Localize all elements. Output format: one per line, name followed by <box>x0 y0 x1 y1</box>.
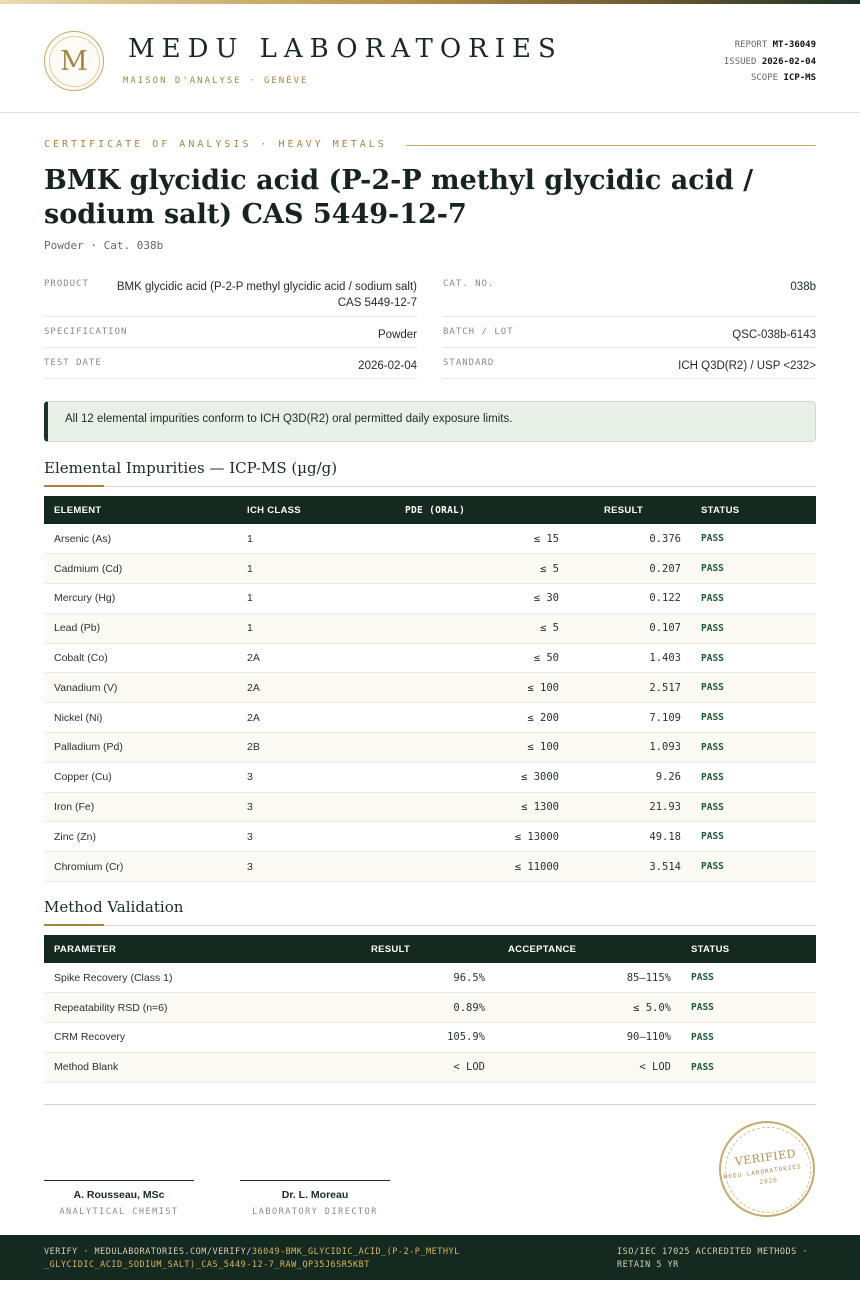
table-row <box>44 963 816 993</box>
column-header: ELEMENT <box>44 496 237 524</box>
detail-value: QSC-038b-6143 <box>732 329 816 341</box>
parameter-name: CRM Recovery <box>44 1023 350 1053</box>
verify-link[interactable] <box>44 1246 464 1271</box>
verified-stamp <box>713 1115 821 1223</box>
ich-class: 1 <box>237 524 370 554</box>
certificate-subtitle: Powder · Cat. 038b <box>44 239 164 252</box>
pde-limit: ≤ 5 <box>370 554 569 584</box>
ich-class: 3 <box>237 822 370 852</box>
status-badge: PASS <box>691 673 816 703</box>
pde-limit: ≤ 3000 <box>370 762 569 792</box>
stamp-subtext: MEDU LABORATORIES · 2026 <box>723 1161 812 1187</box>
detail-specification <box>44 327 417 348</box>
result-value: 49.18 <box>569 822 691 852</box>
table-row <box>44 524 816 554</box>
result-value: 9.26 <box>569 762 691 792</box>
table-row <box>44 1052 816 1082</box>
element-name: Copper (Cu) <box>44 762 237 792</box>
table-row <box>44 762 816 792</box>
signature-director <box>240 1180 390 1217</box>
issued-date: 2026-02-04 <box>761 56 816 67</box>
table-header-row <box>44 496 816 524</box>
element-name: Chromium (Cr) <box>44 852 237 882</box>
parameter-name: Spike Recovery (Class 1) <box>44 963 350 993</box>
result-value: 0.107 <box>569 613 691 643</box>
detail-label: SPECIFICATION <box>44 327 128 337</box>
result-value: 0.207 <box>569 554 691 584</box>
table-row <box>44 993 816 1023</box>
detail-value: 2026-02-04 <box>358 360 417 372</box>
element-name: Lead (Pb) <box>44 613 237 643</box>
report-label: REPORT <box>734 40 768 50</box>
detail-value: ICH Q3D(R2) / USP <232> <box>678 360 816 372</box>
signatory-name: Dr. L. Moreau <box>281 1189 349 1201</box>
ich-class: 1 <box>237 613 370 643</box>
pde-limit: ≤ 30 <box>370 584 569 614</box>
status-badge: PASS <box>691 524 816 554</box>
element-name: Zinc (Zn) <box>44 822 237 852</box>
validation-table <box>44 935 816 1083</box>
element-name: Palladium (Pd) <box>44 733 237 763</box>
element-name: Mercury (Hg) <box>44 584 237 614</box>
result-value: 105.9% <box>350 1023 495 1053</box>
element-name: Arsenic (As) <box>44 524 237 554</box>
pde-limit: ≤ 13000 <box>370 822 569 852</box>
result-value: 0.122 <box>569 584 691 614</box>
impurities-section-title: Elemental Impurities — ICP-MS (µg/g) <box>44 459 338 477</box>
section-accent <box>44 924 104 926</box>
signatory-role: LABORATORY DIRECTOR <box>252 1207 378 1217</box>
verify-code: 36049-BMK_GLYCIDIC_ACID_(P-2-P_METHYL_GLYCIDIC_ACID_SODIUM_SALT)_CAS_5449-12-7_RAW_QP35J6SR5KBT <box>44 1247 460 1270</box>
pde-limit: ≤ 100 <box>370 733 569 763</box>
ich-class: 3 <box>237 762 370 792</box>
detail-product <box>44 279 417 317</box>
table-row <box>44 733 816 763</box>
signature-line <box>240 1180 390 1181</box>
detail-label: TEST DATE <box>44 358 102 368</box>
detail-label: PRODUCT <box>44 279 89 289</box>
verify-prefix: VERIFY · MEDULABORATORIES.COM/VERIFY/ <box>44 1247 252 1257</box>
column-header: PDE (ORAL) <box>370 496 569 524</box>
parameter-name: Method Blank <box>44 1052 350 1082</box>
status-badge: PASS <box>691 554 816 584</box>
element-name: Vanadium (V) <box>44 673 237 703</box>
result-value: 3.514 <box>569 852 691 882</box>
detail-batch <box>443 327 816 348</box>
pde-limit: ≤ 100 <box>370 673 569 703</box>
acceptance-criteria: < LOD <box>495 1052 681 1082</box>
signatory-role: ANALYTICAL CHEMIST <box>59 1207 179 1217</box>
result-value: < LOD <box>350 1052 495 1082</box>
impurities-table <box>44 496 816 882</box>
acceptance-criteria: 90–110% <box>495 1023 681 1053</box>
status-badge: PASS <box>691 643 816 673</box>
result-value: 21.93 <box>569 792 691 822</box>
issued-row <box>724 54 816 71</box>
pde-limit: ≤ 5 <box>370 613 569 643</box>
element-name: Cobalt (Co) <box>44 643 237 673</box>
validation-section-title: Method Validation <box>44 898 184 916</box>
column-header: RESULT <box>569 496 691 524</box>
conformance-callout: All 12 elemental impurities conform to ICH Q3D(R2) oral permitted daily exposure limits. <box>44 401 816 442</box>
pde-limit: ≤ 11000 <box>370 852 569 882</box>
kicker-rule <box>406 145 816 146</box>
status-badge: PASS <box>681 963 816 993</box>
ich-class: 1 <box>237 554 370 584</box>
column-header: PARAMETER <box>44 935 350 963</box>
table-row <box>44 822 816 852</box>
acceptance-criteria: ≤ 5.0% <box>495 993 681 1023</box>
result-value: 2.517 <box>569 673 691 703</box>
detail-cat-no <box>443 279 816 317</box>
footer-bar <box>0 1235 860 1280</box>
monogram-logo <box>44 31 104 91</box>
table-row <box>44 792 816 822</box>
brand-name: MEDU LABORATORIES <box>128 34 563 64</box>
table-row <box>44 703 816 733</box>
status-badge: PASS <box>681 993 816 1023</box>
column-header: STATUS <box>681 935 816 963</box>
stamp-text: VERIFIED <box>734 1146 797 1169</box>
column-header: STATUS <box>691 496 816 524</box>
report-meta <box>724 37 816 87</box>
section-rule <box>44 925 816 926</box>
column-header: RESULT <box>350 935 495 963</box>
monogram-letter: M <box>60 45 88 77</box>
ich-class: 2A <box>237 673 370 703</box>
table-header-row <box>44 935 816 963</box>
ich-class: 2A <box>237 703 370 733</box>
element-name: Iron (Fe) <box>44 792 237 822</box>
table-row <box>44 554 816 584</box>
issued-label: ISSUED <box>723 56 757 67</box>
scope-value: ICP-MS <box>783 73 816 83</box>
status-badge: PASS <box>691 762 816 792</box>
status-badge: PASS <box>681 1023 816 1053</box>
column-header: ACCEPTANCE <box>495 935 681 963</box>
scope-label: SCOPE <box>750 73 779 83</box>
brand-subtitle: MAISON D'ANALYSE · GENÈVE <box>123 76 309 86</box>
table-row <box>44 673 816 703</box>
table-row <box>44 584 816 614</box>
ich-class: 3 <box>237 792 370 822</box>
pde-limit: ≤ 15 <box>370 524 569 554</box>
acceptance-criteria: 85–115% <box>495 963 681 993</box>
certificate-kicker: CERTIFICATE OF ANALYSIS · HEAVY METALS <box>44 139 387 150</box>
report-number: MT-36049 <box>772 40 816 50</box>
detail-label: CAT. NO. <box>443 279 495 289</box>
detail-value: Powder <box>378 329 417 341</box>
status-badge: PASS <box>691 792 816 822</box>
result-value: 7.109 <box>569 703 691 733</box>
table-row <box>44 1023 816 1053</box>
ich-class: 2B <box>237 733 370 763</box>
status-badge: PASS <box>681 1052 816 1082</box>
pde-limit: ≤ 1300 <box>370 792 569 822</box>
accreditation-note: ISO/IEC 17025 ACCREDITED METHODS · RETAIN 5 YR <box>617 1247 808 1270</box>
table-row <box>44 613 816 643</box>
section-accent <box>44 485 104 487</box>
certificate-title: BMK glycidic acid (P-2-P methyl glycidic acid / sodium salt) CAS 5449-12-7 <box>44 165 754 230</box>
detail-standard <box>443 358 816 379</box>
pde-limit: ≤ 50 <box>370 643 569 673</box>
status-badge: PASS <box>691 703 816 733</box>
detail-label: STANDARD <box>443 358 495 368</box>
letterhead <box>0 4 860 113</box>
detail-value: 038b <box>790 281 816 293</box>
signatory-name: A. Rousseau, MSc <box>73 1189 165 1201</box>
status-badge: PASS <box>691 584 816 614</box>
parameter-name: Repeatability RSD (n=6) <box>44 993 350 1023</box>
signature-line <box>44 1180 194 1181</box>
status-badge: PASS <box>691 822 816 852</box>
scope-row <box>724 70 816 87</box>
detail-test-date <box>44 358 417 379</box>
element-name: Nickel (Ni) <box>44 703 237 733</box>
result-value: 1.093 <box>569 733 691 763</box>
status-badge: PASS <box>691 852 816 882</box>
result-value: 96.5% <box>350 963 495 993</box>
result-value: 0.376 <box>569 524 691 554</box>
ich-class: 2A <box>237 643 370 673</box>
report-number-row <box>724 37 816 54</box>
status-badge: PASS <box>691 733 816 763</box>
table-row <box>44 643 816 673</box>
pde-limit: ≤ 200 <box>370 703 569 733</box>
detail-label: BATCH / LOT <box>443 327 514 337</box>
column-header: ICH CLASS <box>237 496 370 524</box>
section-rule <box>44 486 816 487</box>
ich-class: 1 <box>237 584 370 614</box>
status-badge: PASS <box>691 613 816 643</box>
result-value: 0.89% <box>350 993 495 1023</box>
detail-value: BMK glycidic acid (P-2-P methyl glycidic acid / sodium salt) CAS 5449-12-7 <box>116 281 417 309</box>
ich-class: 3 <box>237 852 370 882</box>
signature-analyst <box>44 1180 194 1217</box>
result-value: 1.403 <box>569 643 691 673</box>
element-name: Cadmium (Cd) <box>44 554 237 584</box>
signature-divider <box>44 1104 816 1105</box>
table-row <box>44 852 816 882</box>
